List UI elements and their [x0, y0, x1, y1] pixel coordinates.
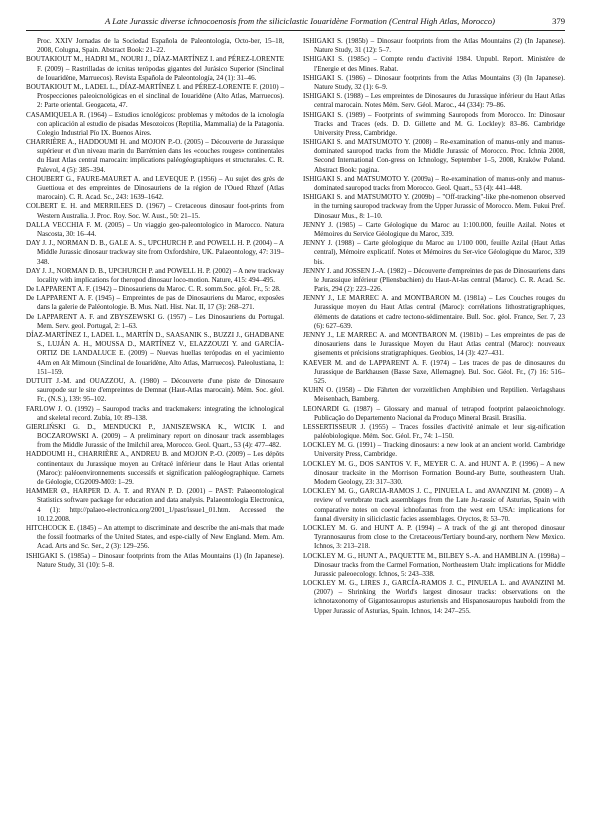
page-number: 379: [552, 16, 565, 26]
reference-entry: ISHIGAKI S. (1985a) – Dinosaur footprints from the Atlas Mountains (1) (In Japanese). Nature Study, 31 (10): 5–8.: [26, 551, 284, 569]
reference-entry: JENNY J. (1985) – Carte Géologique du Maroc au 1:100.000, feuille Azilal. Notes et Mémoires du Service Géologique du Maroc, 339.: [303, 220, 565, 238]
reference-entry: KAEVER M. and de LAPPARENT A. F. (1974) – Les traces de pas de dinosaures du Jurassique de Barkhausen (Basse Saxe, Allemagne). Bul. Soc. Géol. Fr., (7) 16: 516–525.: [303, 358, 565, 385]
reference-entry: LOCKLEY M. G., DOS SANTOS V. F., MEYER C. A. and HUNT A. P. (1996) – A new dinosaur tracksite in the Morrison Formation Bound-ary Butte, southeastern Utah. Modern Geology, 23: 317–330.: [303, 459, 565, 486]
reference-entry: De LAPPARENT A. F. (1942) – Dinosauriens du Maroc. C. R. somm.Soc. géol. Fr., 5: 28.: [26, 285, 281, 294]
reference-entry: CASAMIQUELA R. (1964) – Estudios icnológicos: problemas y métodos de la icnología con aplicación al estudio de pisadas Mesozoicos (Reptilia, Mammalia) de la Patagonia. Colegio Industrial Pío IX. Buenos Aires.: [26, 110, 284, 137]
reference-entry: ISHIGAKI S. and MATSUMOTO Y. (2009b) – "Off-tracking"-like phe-nomenon observed in the turning sauropod trackway from the Upper Jurassic of Morocco. Mem. Fukui Pref. Dinosaur Mus., 8: 1–10.: [303, 193, 565, 220]
reference-entry: DAY J. J., NORMAN D. B., UPCHURCH P. and POWELL H. P. (2002) – A new trackway locality with implications for theropod dinosaur loco-motion. Nature, 415: 494–495.: [26, 266, 284, 284]
reference-entry: COLBERT E. H. and MERRILEES D. (1967) – Cretaceous dinosaur foot-prints from Western Australia. J. Proc. Roy. Soc. W. Aust., 50: 21–15.: [26, 202, 284, 220]
reference-entry: JENNY J., LE MARREC A. and MONTBARON M. (1981a) – Les Couches rouges du Jurassique moyen du Haut Atlas central (Maroc): corrélations lithostratigraphiques, éléments de datations et cadre tectono-sédimentaire. Bull. Soc. géol. France, Ser. 7, 23 (6): 627–639.: [303, 294, 565, 330]
reference-entry: LOCKLEY M. G., LIRES J., GARCÍA-RAMOS J. C., PINUELA L. and AVANZINI M. (2007) – Shrinking the World's largest dinosaur tracks: observations on the ichnotaxonomy of Gigantosauropus asturiensis and Hispanosauropus hauboldi from the Upper Jurassic of Asturias, Spain. Ichnos, 14: 247–255.: [303, 579, 565, 615]
reference-entry: ISHIGAKI S. (1985b) – Dinosaur footprints from the Atlas Mountains (2) (In Japanese). Nature Study, 31 (12): 5–7.: [303, 37, 565, 55]
reference-entry: ISHIGAKI S. (1989) – Footprints of swimming Sauropods from Morocco. In: Dinosaur Tracks and Traces (eds. D. D. Gillette and M. G. Lockley): 83–86. Cambridge University Press, Cambridge.: [303, 110, 565, 137]
reference-entry: GIERLIŃSKI G. D., MENDUCKI P., JANISZEWSKA K., WICIK I. and BOCZAROWSKI A. (2009) – A preliminary report on dinosaur track assemblages from the Middle Jurassic of the Imilchil area, Morocco. Geol. Quart., 53 (4): 477–482.: [26, 422, 284, 450]
reference-entry: DALLA VECCHIA F. M. (2005) – Un viaggio geo-paleontologico in Marocco. Natura Nascosta, 30: 16–44.: [26, 220, 284, 238]
reference-entry: JENNY J., LE MARREC A. and MONTBARON M. (1981b) – Les empreintes de pas de dinosauriens dans le Jurassique Moyen du Haut Atlas central (Maroc): nouveaux gisements et précisions stratigraphiques. Geobios, 14 (3): 427–431.: [303, 331, 565, 358]
reference-entry: ISHIGAKI S. (1985c) – Compte rendu d'activité 1984. Unpubl. Report. Ministère de l'Energie et des Mines. Rabat.: [303, 55, 565, 73]
reference-entry: HAMMER Ø., HARPER D. A. T. and RYAN P. D. (2001) – PAST: Palaeontological Statistics software package for education and data analysis. Palaeontologia Electronica, 4 (1): http://palaeo-electronica.org/2001_1/past/issue1_01.htm. Accessed the 10.12.2008.: [26, 487, 284, 523]
reference-entry: LOCKLEY M. G. (1991) – Tracking dinosaurs: a new look at an ancient world. Cambridge University Press, Cambridge.: [303, 441, 565, 459]
reference-entry: LOCKLEY M. G., HUNT A., PAQUETTE M., BILBEY S.-A. and HAMBLIN A. (1998a) – Dinosaur tracks from the Carmel Formation, Northeastern Utah: implications for Middle Jurassic paleoecology. Ichnos, 5: 243–338.: [303, 551, 565, 578]
reference-entry: JENNY J. and JOSSEN J.-A. (1982) – Découverte d'empreintes de pas de Dinosauriens dans le Jurassique inférieur (Pliensbachien) du Haut-At-las central (Maroc). C. R. Acad. Sc. Paris, 294 (2): 223–226.: [303, 266, 565, 294]
references-right-column: [303, 37, 565, 616]
reference-entry: LESSERTISSEUR J. (1955) – Traces fossiles d'activité animale et leur sig-nification paléobiologique. Mém. Soc. Géol. Fr., 74: 1–150.: [303, 422, 565, 441]
reference-entry: CHOUBERT G., FAURE-MAURET A. and LEVEQUE P. (1956) – Au sujet des grès de Guettioua et des empreintes de Dinosauriens de la région de l'Oued Rhzef (Atlas marocain). C. R. Acad. Sc., 243: 1639–1642.: [26, 174, 284, 202]
reference-entry: De LAPPARENT A. F. and ZBYSZEWSKI G. (1957) – Les Dinosauriens du Portugal. Mem. Serv. geol. Portugal, 2: 1–63.: [26, 312, 284, 330]
reference-entry: FARLOW J. O. (1992) – Sauropod tracks and trackmakers: integrating the ichnological and skeletal record. Zubía, 10: 89–138.: [26, 404, 284, 422]
running-head: [26, 14, 565, 28]
reference-entry: ISHIGAKI S. (1986) – Dinosaur footprints from the Atlas Mountains (3) (In Japanese). Nature Study, 32 (1): 6–9.: [303, 73, 565, 91]
running-title: A Late Jurassic diverse ichnocoenosis from the siliciclastic Iouaridène Formation (Central High Atlas, Morocco): [104, 16, 495, 26]
reference-entry: LOCKLEY M. G. and HUNT A. P. (1994) – A track of the gi ant theropod dinosaur Tyrannosaurus from close to the Cretaceous/Tertiary bound-ary, northern New Mexico. Ichnos, 3: 213–218.: [303, 523, 565, 551]
reference-entry: De LAPPARENT A. F. (1945) – Empreintes de pas de Dinosauriens du Maroc, exposées dans la galerie de Paléontologie. B. Mus. Natl. Hist. Nat. II, 17 (3): 268–271.: [26, 294, 284, 312]
reference-entry: ISHIGAKI S. and MATSUMOTO Y. (2009a) – Re-examination of manus-only and manus-dominated sauropod tracks from Morocco. Geol. Quart., 53 (4): 441–448.: [303, 174, 565, 192]
reference-entry: DUTUIT J.-M. and OUAZZOU, A. (1980) – Découverte d'une piste de Dinosaure sauropode sur le site d'empreintes de Demnat (Haut-Atlas marocain). Mém. Soc. géol. Fr., (N.S.), 139: 95–102.: [26, 376, 284, 404]
reference-entry: JENNY J. (1988) – Carte géologique du Maroc au 1/100 000, feuille Azilal (Haut Atlas central), Mémoire explicatif. Notes et Mémoires du Ser-vice Géologique du Maroc, 339 bis.: [303, 239, 565, 266]
reference-entry: LEONARDI G. (1987) – Glossary and manual of tetrapod footprint palaeoichnology. Publicação do Departemento Nacional da Produço Mineral Brasil. Brasília.: [303, 404, 565, 422]
reference-entry: HADDOUMI H., CHARRIÈRE A., ANDREU B. and MOJON P.-O. (2009) – Les dépôts continentaux du Jurassique moyen au Crétacé inférieur dans le Haut Atlas oriental (Maroc): paléoenvironnements successifs et signification paléogéographique. Carnets de Géologie, CG2009-M03: 1–29.: [26, 450, 284, 486]
reference-entry: ISHIGAKI S. and MATSUMOTO Y. (2008) – Re-examination of manus-only and manus-dominated sauropod tracks from the Middle Jurassic of Morocco. Proc. Ichnia 2008, Second International Con-gress on Ichnology, September 1–5, 2008, Kraków Poland. Abstract Book: pagina.: [303, 138, 565, 174]
reference-entry: Proc. XXIV Jornadas de la Sociedad Española de Paleontología, Octo-ber, 15–18, 2008, Colugna, Spain. Abstract Book: 21–22.: [37, 37, 284, 55]
reference-entry: DAY J. J., NORMAN D. B., GALE A. S., UPCHURCH P. and POWELL H. P. (2004) – A Middle Jurassic dinosaur trackway site from Oxfordshire, UK. Palaeontology, 47: 319–348.: [26, 239, 284, 266]
references-left-column: [26, 37, 284, 570]
reference-entry: ISHIGAKI S. (1988) – Les empreintes de Dinosaures du Jurassique inférieur du Haut Atlas central marocain. Notes Mém. Serv. Géol. Maroc., 44 (334): 79–86.: [303, 92, 565, 110]
reference-entry: BOUTAKIOUT M., HADRI M., NOURI J., DÍAZ-MARTÍNEZ I. and PÉREZ-LORENTE F. (2009) – Rastrilladas de icnitas terópodas gigantes del Jurásico Superior (Sinclinal de Iouaridène, Marruecos). Revista Española de Paleontología, 24 (1): 31–46.: [26, 55, 284, 82]
reference-entry: HITCHCOCK E. (1845) – An attempt to discriminate and describe the ani-mals that made the fossil footmarks of the United States, and espe-cially of New England. Mem. Am. Acad. Arts and Sc. Ser., 2 (3): 129–256.: [26, 523, 284, 551]
reference-entry: DÍAZ-MARTÍNEZ I., LADEL L., MARTÍN D., SAASANIK S., BUZZI J., GHADBANE S., LUJÁN A. H., MOUSSA D., MARTÍNEZ V., ELAZZOUZI Y. and GARCÍA-ORTIZ DE LANDALUCE E. (2009) – Nuevas huellas terópodas en el yacimiento 4Am en Aït Mimoun (Sinclinal de Iouaridène, Alto Atlas, Marruecos). Paleolustiana, 1: 151–159.: [26, 331, 284, 376]
reference-entry: BOUTAKIOUT M., LADEL L., DÍAZ-MARTÍNEZ I. and PÉREZ-LORENTE F. (2010) – Prospecciones paleoicnológicas en el sinclinal de Iouaridène (Alto Atlas, Marruecos). 2: Parte oriental. Geogaceta, 47.: [26, 82, 284, 110]
reference-entry: KUHN O. (1958) – Die Fährten der vorzeitlichen Amphibien und Reptilien. Verlagshaus Meisenbach, Bamberg.: [303, 386, 565, 404]
header-rule: [26, 30, 565, 31]
reference-entry: CHARRIÈRE A., HADDOUMI H. and MOJON P.-O. (2005) – Découverte de Jurassique supérieur et d'un niveau marin du Barrémien dans les «couches rouges» continentales du Haut Atlas central marocain: implications paléogéographiques et structurales. C. R. Palevol, 4 (5): 385–394.: [26, 138, 284, 174]
reference-entry: LOCKLEY M. G., GARCIA-RAMOS J. C., PINUELA L. and AVANZINI M. (2008) – A review of vertebrate track assemblages from the Late Ju-rassic of Asturias, Spain with comparative notes on coeval ichnofaunas from the west ern USA: implications for faunal diversity in siliciclastic facies assemblages. Oryctos, 8: 53–70.: [303, 487, 565, 523]
